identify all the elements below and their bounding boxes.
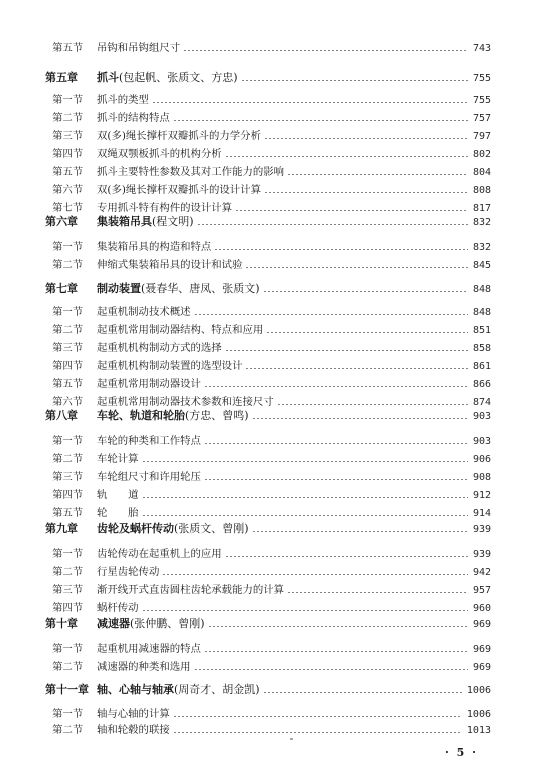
toc-section-row[interactable] — [52, 433, 491, 449]
toc-chapter-row[interactable] — [45, 70, 491, 86]
page-number: 903 — [472, 436, 491, 447]
chapter-number: 第八章 — [45, 409, 78, 422]
page-number: 969 — [472, 644, 491, 655]
chapter-authors: (方忠、曾鸣) — [185, 409, 249, 422]
toc-section-row[interactable] — [52, 128, 491, 144]
dot-leader — [277, 404, 468, 405]
page-number: 757 — [472, 113, 491, 124]
dot-leader — [208, 626, 468, 627]
page-number: 957 — [472, 585, 491, 596]
toc-section-row[interactable] — [52, 564, 491, 580]
page-number: 969 — [472, 662, 491, 673]
section-title: 轴和轮毂的联接 — [97, 724, 170, 736]
section-number: 第六节 — [52, 396, 84, 408]
dot-leader — [204, 386, 468, 387]
page-number: 914 — [472, 508, 491, 519]
toc-section-row[interactable] — [52, 659, 491, 675]
page-number: 804 — [472, 167, 491, 178]
chapter-number: 第七章 — [45, 282, 78, 295]
page-number: 802 — [472, 149, 491, 160]
dot-leader — [183, 50, 468, 51]
chapter-authors: (程文明) — [152, 215, 194, 228]
page-number: 942 — [472, 567, 491, 578]
toc-section-row[interactable] — [52, 239, 491, 255]
section-number: 第五节 — [52, 42, 84, 54]
toc-section-row[interactable] — [52, 358, 491, 374]
toc-section-row[interactable] — [52, 257, 491, 273]
toc-section-row[interactable] — [52, 469, 491, 485]
toc-section-row[interactable] — [52, 582, 491, 598]
section-number: 第一节 — [52, 94, 84, 106]
section-title: 集装箱吊具的构造和特点 — [97, 241, 212, 253]
section-title: 抓斗的结构特点 — [97, 112, 170, 124]
section-title: 起重机常用制动器结构、特点和应用 — [97, 324, 264, 336]
chapter-title: 集装箱吊具 — [97, 215, 152, 228]
chapter-number: 第五章 — [45, 71, 78, 84]
section-title: 轨 道 — [97, 489, 139, 501]
toc-section-row[interactable] — [52, 322, 491, 338]
section-title: 起重机机构制动装置的选型设计 — [97, 360, 243, 372]
dot-leader — [245, 267, 467, 268]
dot-leader — [225, 350, 468, 351]
page-number: 832 — [472, 242, 491, 253]
section-number: 第一节 — [52, 708, 84, 720]
toc-chapter-row[interactable] — [45, 281, 491, 297]
section-title: 行星齿轮传动 — [97, 566, 160, 578]
dot-leader — [173, 120, 468, 121]
chapter-number: 第九章 — [45, 522, 78, 535]
dot-leader — [173, 732, 462, 733]
toc-section-row[interactable] — [52, 546, 491, 562]
dot-leader — [266, 332, 468, 333]
dot-leader — [142, 461, 468, 462]
page-number: 1006 — [466, 685, 491, 696]
page-number: 817 — [472, 203, 491, 214]
toc-section-row[interactable] — [52, 505, 491, 521]
chapter-number: 第六章 — [45, 215, 78, 228]
page-number: 969 — [472, 619, 491, 630]
section-title: 抓斗的类型 — [97, 94, 149, 106]
page-number: 743 — [472, 43, 491, 54]
chapter-authors: (张质文、曾刚) — [174, 522, 249, 535]
section-title: 蜗杆传动 — [97, 602, 139, 614]
page-number: 906 — [472, 454, 491, 465]
page-number: 1006 — [466, 709, 491, 720]
section-number: 第六节 — [52, 184, 84, 196]
chapter-title: 齿轮及蜗杆传动 — [97, 522, 174, 535]
section-number: 第二节 — [52, 259, 84, 271]
section-title: 双绳双颚板抓斗的机构分析 — [97, 148, 222, 160]
section-number: 第三节 — [52, 130, 84, 142]
dot-leader — [264, 192, 468, 193]
dot-leader — [264, 138, 468, 139]
page-number: 808 — [472, 185, 491, 196]
section-title: 起重机用减速器的特点 — [97, 643, 201, 655]
toc-section-row[interactable] — [52, 340, 491, 356]
section-number: 第二节 — [52, 724, 84, 736]
page-number: 797 — [472, 131, 491, 142]
chapter-number: 第十章 — [45, 617, 78, 630]
section-title: 伸缩式集装箱吊具的设计和试验 — [97, 259, 243, 271]
section-number: 第五节 — [52, 378, 84, 390]
chapter-title: 车轮、轨道和轮胎 — [97, 409, 185, 422]
chapter-title: 抓斗 — [97, 71, 119, 84]
dot-leader — [252, 531, 468, 532]
dot-leader — [197, 224, 468, 225]
toc-section-row[interactable] — [52, 182, 491, 198]
toc-section-row[interactable] — [52, 376, 491, 392]
dot-leader — [173, 716, 462, 717]
chapter-number: 第十一章 — [45, 683, 89, 696]
chapter-title: 轴、心轴与轴承 — [97, 683, 174, 696]
section-number: 第五节 — [52, 507, 84, 519]
dot-leader — [287, 174, 468, 175]
toc-chapter-row[interactable] — [45, 682, 491, 698]
section-title: 专用抓斗特有构件的设计计算 — [97, 202, 233, 214]
chapter-authors: (聂春华、唐凤、张质文) — [141, 282, 260, 295]
dot-leader — [152, 102, 468, 103]
chapter-title: 减速器 — [97, 617, 130, 630]
page-folio: · 5 · — [445, 746, 478, 759]
dot-leader — [225, 556, 468, 557]
section-number: 第三节 — [52, 342, 84, 354]
section-number: 第一节 — [52, 306, 84, 318]
page-number: 939 — [472, 524, 491, 535]
toc-chapter-row[interactable] — [45, 408, 491, 424]
toc-section-row[interactable] — [52, 487, 491, 503]
page-number: 861 — [472, 361, 491, 372]
page-number: 845 — [472, 260, 491, 271]
toc-section-row[interactable] — [52, 164, 491, 180]
section-title: 渐开线开式直齿圆柱齿轮承载能力的计算 — [97, 584, 285, 596]
section-title: 起重机制动技术概述 — [97, 306, 191, 318]
section-title: 车轮计算 — [97, 453, 139, 465]
toc-section-row[interactable] — [52, 110, 491, 126]
toc-section-row[interactable] — [52, 146, 491, 162]
chapter-authors: (张仲鹏、曾刚) — [130, 617, 205, 630]
dot-leader — [204, 443, 468, 444]
page-number: 755 — [472, 73, 491, 84]
toc-section-row[interactable] — [52, 40, 491, 56]
scan-speck — [290, 738, 293, 740]
section-number: 第二节 — [52, 661, 84, 673]
dot-leader — [204, 651, 468, 652]
section-number: 第二节 — [52, 453, 84, 465]
dot-leader — [235, 210, 468, 211]
toc-chapter-row[interactable] — [45, 214, 491, 230]
section-title: 起重机机构制动方式的选择 — [97, 342, 222, 354]
toc-section-row[interactable] — [52, 451, 491, 467]
page-number: 848 — [472, 307, 491, 318]
section-title: 起重机常用制动器技术参数和连接尺寸 — [97, 396, 274, 408]
section-number: 第一节 — [52, 241, 84, 253]
section-number: 第五节 — [52, 166, 84, 178]
dot-leader — [241, 80, 468, 81]
page-number: 848 — [472, 284, 491, 295]
section-number: 第四节 — [52, 360, 84, 372]
page-number: 755 — [472, 95, 491, 106]
section-number: 第一节 — [52, 548, 84, 560]
section-number: 第二节 — [52, 566, 84, 578]
dot-leader — [204, 479, 468, 480]
section-title: 齿轮传动在起重机上的应用 — [97, 548, 222, 560]
section-number: 第一节 — [52, 435, 84, 447]
section-title: 车轮组尺寸和许用轮压 — [97, 471, 201, 483]
page-number: 874 — [472, 397, 491, 408]
section-number: 第二节 — [52, 324, 84, 336]
page-number: 960 — [472, 603, 491, 614]
toc-chapter-row[interactable] — [45, 616, 491, 632]
section-number: 第四节 — [52, 148, 84, 160]
section-title: 抓斗主要特性参数及其对工作能力的影响 — [97, 166, 285, 178]
dot-leader — [142, 610, 468, 611]
section-number: 第四节 — [52, 602, 84, 614]
section-number: 第四节 — [52, 489, 84, 501]
toc-section-row[interactable] — [52, 600, 491, 616]
dot-leader — [263, 692, 462, 693]
page-number: 939 — [472, 549, 491, 560]
section-number: 第三节 — [52, 584, 84, 596]
chapter-title: 制动装置 — [97, 282, 141, 295]
page-number: 1013 — [466, 725, 491, 736]
toc-chapter-row[interactable] — [45, 521, 491, 537]
dot-leader — [287, 592, 468, 593]
section-title: 双(多)绳长撑杆双瓣抓斗的力学分析 — [97, 130, 261, 142]
section-number: 第七节 — [52, 202, 84, 214]
page-number: 851 — [472, 325, 491, 336]
dot-leader — [142, 515, 468, 516]
toc-section-row[interactable] — [52, 641, 491, 657]
section-number: 第一节 — [52, 643, 84, 655]
page-number: 866 — [472, 379, 491, 390]
page-number: 912 — [472, 490, 491, 501]
toc-section-row[interactable] — [52, 304, 491, 320]
page-number: 903 — [472, 411, 491, 422]
dot-leader — [225, 156, 468, 157]
section-title: 轮 胎 — [97, 507, 139, 519]
section-number: 第三节 — [52, 471, 84, 483]
section-number: 第二节 — [52, 112, 84, 124]
dot-leader — [162, 574, 468, 575]
chapter-authors: (周奇才、胡金凯) — [174, 683, 260, 696]
dot-leader — [194, 314, 468, 315]
section-title: 车轮的种类和工作特点 — [97, 435, 201, 447]
section-title: 起重机常用制动器设计 — [97, 378, 201, 390]
section-title: 轴与心轴的计算 — [97, 708, 170, 720]
page-number: 908 — [472, 472, 491, 483]
page-number: 858 — [472, 343, 491, 354]
dot-leader — [214, 249, 468, 250]
dot-leader — [252, 418, 468, 419]
dot-leader — [194, 669, 468, 670]
toc-section-row[interactable] — [52, 92, 491, 108]
toc-section-row[interactable] — [52, 706, 491, 722]
page-number: 832 — [472, 217, 491, 228]
dot-leader — [245, 368, 467, 369]
dot-leader — [263, 291, 468, 292]
toc-section-row[interactable] — [52, 722, 491, 738]
section-title: 双(多)绳长撑杆双瓣抓斗的设计计算 — [97, 184, 261, 196]
section-title: 减速器的种类和选用 — [97, 661, 191, 673]
section-title: 吊钩和吊钩组尺寸 — [97, 42, 181, 54]
chapter-authors: (包起帆、张质文、方忠) — [119, 71, 238, 84]
dot-leader — [142, 497, 468, 498]
